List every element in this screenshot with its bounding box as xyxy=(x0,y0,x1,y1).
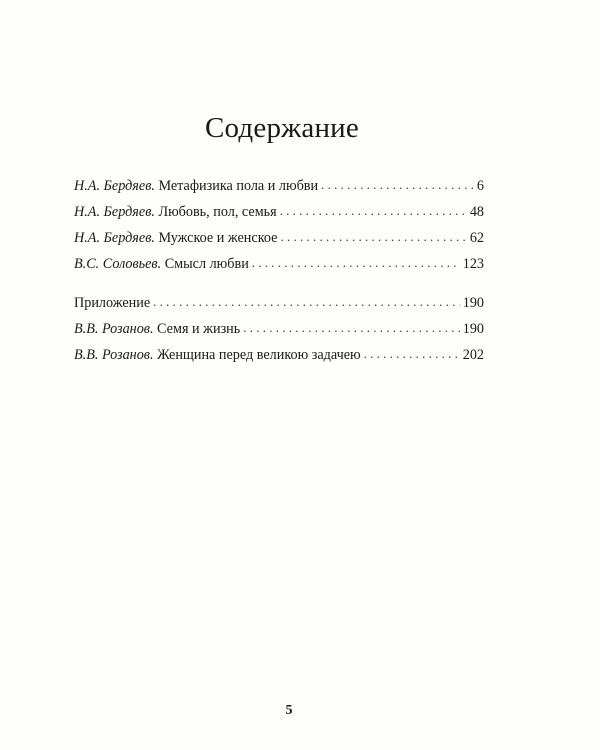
toc-leader-dots xyxy=(280,203,467,219)
toc-entry-seed-and-life xyxy=(74,321,484,347)
toc-entry-metaphysics-of-sex xyxy=(74,178,484,204)
toc-entry-page: 48 xyxy=(469,204,484,220)
toc-entry-title: Женщина перед великою задачею xyxy=(157,347,361,363)
toc-entry-title: Приложение xyxy=(74,295,151,311)
toc-entry-author: Н.А. Бердяев. xyxy=(74,204,155,220)
toc-entry-title: Семя и жизнь xyxy=(157,321,241,337)
toc-leader-dots xyxy=(153,294,460,310)
toc-entry-title: Мужское и женское xyxy=(158,230,278,246)
toc-appendix-list xyxy=(74,295,484,373)
toc-leader-dots xyxy=(321,177,474,193)
toc-entry-author: В.В. Розанов. xyxy=(74,347,154,363)
toc-entry-author: В.С. Соловьев. xyxy=(74,256,162,272)
toc-entry-author: Н.А. Бердяев. xyxy=(74,230,155,246)
toc-entry-page: 6 xyxy=(476,178,484,194)
toc-entry-title: Любовь, пол, семья xyxy=(158,204,277,220)
toc-leader-dots xyxy=(364,346,460,362)
toc-entry-author: Н.А. Бердяев. xyxy=(74,178,155,194)
page-number: 5 xyxy=(285,703,293,718)
toc-main-list xyxy=(74,178,484,282)
toc-entry-woman-great-task xyxy=(74,347,484,373)
toc-entry-title: Смысл любви xyxy=(164,256,249,272)
page-title: Содержание xyxy=(205,112,359,144)
toc-leader-dots xyxy=(280,229,466,245)
toc-entry-author: В.В. Розанов. xyxy=(74,321,154,337)
toc-entry-meaning-of-love xyxy=(74,256,484,282)
toc-entry-page: 202 xyxy=(462,347,484,363)
toc-entry-page: 62 xyxy=(469,230,484,246)
toc-entry-love-sex-family xyxy=(74,204,484,230)
toc-entry-page: 123 xyxy=(462,256,484,272)
toc-entry-appendix xyxy=(74,295,484,321)
toc-leader-dots xyxy=(243,320,459,336)
toc-entry-masculine-feminine xyxy=(74,230,484,256)
toc-entry-title: Метафизика пола и любви xyxy=(158,178,319,194)
toc-entry-page: 190 xyxy=(462,295,484,311)
toc-leader-dots xyxy=(252,255,460,271)
toc-entry-page: 190 xyxy=(462,321,484,337)
